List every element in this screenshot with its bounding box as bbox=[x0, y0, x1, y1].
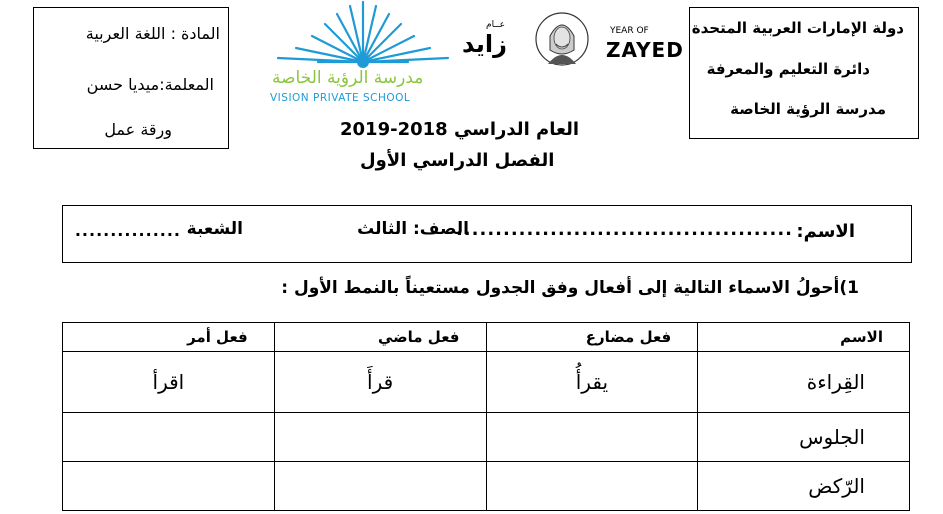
term-title: الفصل الدراسي الأول bbox=[360, 150, 555, 171]
worksheet-label: ورقة عمل bbox=[104, 120, 172, 139]
ministry-header-box bbox=[689, 7, 919, 139]
academic-year-title: العام الدراسي 2018-2019 bbox=[340, 119, 580, 140]
present-cell[interactable] bbox=[486, 462, 698, 511]
department-name: دائرة التعليم والمعرفة bbox=[706, 60, 870, 78]
past-cell[interactable] bbox=[274, 413, 486, 462]
present-cell[interactable] bbox=[486, 413, 698, 462]
year-of-label: YEAR OF bbox=[610, 26, 649, 36]
noun-cell: الرّكض bbox=[698, 462, 910, 511]
zayed-am-arabic: عــام bbox=[486, 20, 505, 30]
section-label: الشعبة bbox=[186, 219, 243, 239]
imperative-cell[interactable]: اقرأ bbox=[63, 352, 275, 413]
header-present-verb: فعل مضارع bbox=[486, 323, 698, 352]
imperative-cell[interactable] bbox=[63, 413, 275, 462]
section-field[interactable]: ............... bbox=[74, 221, 181, 240]
question-text: 1)أحولُ الاسماء التالية إلى أفعال وفق الجدول مستعيناً بالنمط الأول : bbox=[281, 278, 859, 298]
verbs-table bbox=[62, 322, 910, 511]
zayed-arabic: زايد bbox=[462, 30, 507, 58]
table-row bbox=[63, 352, 910, 413]
present-cell[interactable]: يقرأُ bbox=[486, 352, 698, 413]
school-logo bbox=[258, 0, 468, 110]
zayed-english: ZAYED bbox=[606, 38, 684, 62]
name-label: الاسم: bbox=[796, 221, 855, 242]
noun-cell: الجلوس bbox=[698, 413, 910, 462]
school-logo-english: VISION PRIVATE SCHOOL bbox=[270, 92, 411, 104]
subject-label: المادة : اللغة العربية bbox=[85, 24, 220, 43]
header-imperative-verb: فعل أمر bbox=[63, 323, 275, 352]
year-of-zayed-logo bbox=[460, 4, 684, 84]
school-logo-arabic: مدرسة الرؤية الخاصة bbox=[272, 68, 424, 88]
table-row bbox=[63, 462, 910, 511]
subject-info-box bbox=[33, 7, 229, 149]
imperative-cell[interactable] bbox=[63, 462, 275, 511]
table-header-row bbox=[63, 323, 910, 352]
past-cell[interactable] bbox=[274, 462, 486, 511]
zayed-portrait-icon bbox=[534, 6, 590, 72]
country-name: دولة الإمارات العربية المتحدة bbox=[691, 19, 904, 37]
sunburst-icon bbox=[258, 0, 468, 70]
student-info-box bbox=[62, 205, 912, 263]
class-label: الصف: الثالث bbox=[357, 219, 469, 239]
school-name-header: مدرسة الرؤية الخاصة bbox=[730, 100, 886, 118]
past-cell[interactable]: قرأَ bbox=[274, 352, 486, 413]
teacher-label: المعلمة:ميديا حسن bbox=[86, 75, 214, 94]
table-row bbox=[63, 413, 910, 462]
header-noun: الاسم bbox=[698, 323, 910, 352]
name-field[interactable]: ........................................... bbox=[455, 219, 793, 240]
noun-cell: القِراءة bbox=[698, 352, 910, 413]
header-past-verb: فعل ماضي bbox=[274, 323, 486, 352]
